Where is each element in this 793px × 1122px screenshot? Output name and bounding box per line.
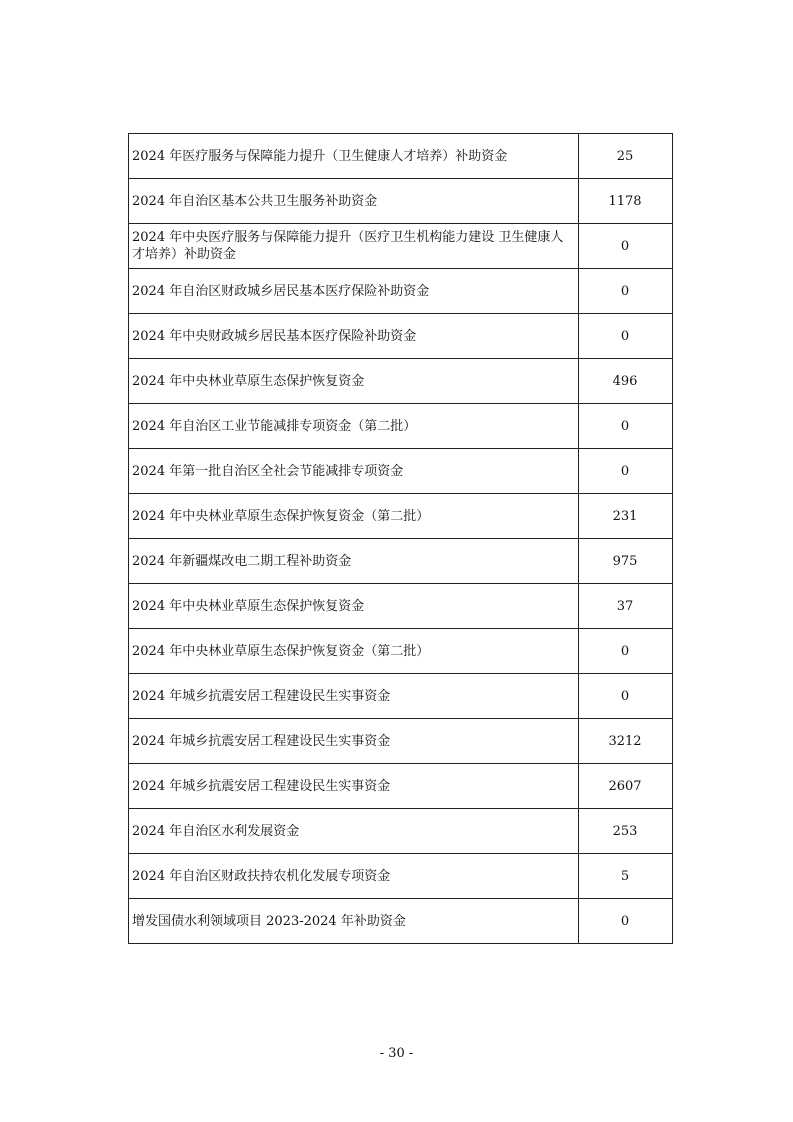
fund-amount-cell: 0	[579, 629, 673, 674]
table-row	[129, 449, 673, 494]
fund-amount-cell: 231	[579, 494, 673, 539]
page-number: - 30 -	[379, 1046, 414, 1061]
fund-amount-cell: 253	[579, 809, 673, 854]
funds-table-body	[129, 134, 673, 944]
fund-amount-cell: 0	[579, 224, 673, 269]
fund-amount-cell: 37	[579, 584, 673, 629]
fund-amount-cell: 5	[579, 854, 673, 899]
table-row	[129, 134, 673, 179]
fund-name-cell: 2024 年中央林业草原生态保护恢复资金	[129, 359, 579, 404]
fund-amount-cell: 496	[579, 359, 673, 404]
fund-name-cell: 2024 年自治区财政城乡居民基本医疗保险补助资金	[129, 269, 579, 314]
fund-amount-cell: 975	[579, 539, 673, 584]
table-row	[129, 629, 673, 674]
fund-name-cell: 2024 年自治区基本公共卫生服务补助资金	[129, 179, 579, 224]
fund-name-cell: 2024 年中央医疗服务与保障能力提升（医疗卫生机构能力建设 卫生健康人才培养）补助资金	[129, 224, 579, 269]
funds-table	[128, 133, 673, 944]
fund-amount-cell: 0	[579, 314, 673, 359]
table-row	[129, 314, 673, 359]
fund-name-cell: 2024 年中央财政城乡居民基本医疗保险补助资金	[129, 314, 579, 359]
fund-name-cell: 增发国债水利领域项目 2023-2024 年补助资金	[129, 899, 579, 944]
fund-name-cell: 2024 年新疆煤改电二期工程补助资金	[129, 539, 579, 584]
fund-amount-cell: 0	[579, 674, 673, 719]
fund-name-cell: 2024 年中央林业草原生态保护恢复资金	[129, 584, 579, 629]
table-row	[129, 764, 673, 809]
fund-amount-cell: 0	[579, 269, 673, 314]
table-row	[129, 854, 673, 899]
fund-amount-cell: 2607	[579, 764, 673, 809]
table-row	[129, 584, 673, 629]
table-row	[129, 494, 673, 539]
fund-amount-cell: 1178	[579, 179, 673, 224]
fund-amount-cell: 0	[579, 449, 673, 494]
fund-name-cell: 2024 年自治区工业节能减排专项资金（第二批）	[129, 404, 579, 449]
fund-amount-cell: 0	[579, 404, 673, 449]
table-row	[129, 179, 673, 224]
table-row	[129, 404, 673, 449]
table-row	[129, 809, 673, 854]
table-row	[129, 674, 673, 719]
fund-amount-cell: 3212	[579, 719, 673, 764]
fund-name-cell: 2024 年自治区水利发展资金	[129, 809, 579, 854]
fund-name-cell: 2024 年第一批自治区全社会节能减排专项资金	[129, 449, 579, 494]
fund-name-cell: 2024 年城乡抗震安居工程建设民生实事资金	[129, 719, 579, 764]
table-row	[129, 359, 673, 404]
fund-name-cell: 2024 年城乡抗震安居工程建设民生实事资金	[129, 764, 579, 809]
table-row	[129, 269, 673, 314]
table-row	[129, 719, 673, 764]
table-row	[129, 899, 673, 944]
fund-name-cell: 2024 年中央林业草原生态保护恢复资金（第二批）	[129, 629, 579, 674]
fund-amount-cell: 25	[579, 134, 673, 179]
fund-name-cell: 2024 年医疗服务与保障能力提升（卫生健康人才培养）补助资金	[129, 134, 579, 179]
fund-name-cell: 2024 年自治区财政扶持农机化发展专项资金	[129, 854, 579, 899]
fund-name-cell: 2024 年中央林业草原生态保护恢复资金（第二批）	[129, 494, 579, 539]
fund-amount-cell: 0	[579, 899, 673, 944]
table-row	[129, 539, 673, 584]
table-row	[129, 224, 673, 269]
fund-name-cell: 2024 年城乡抗震安居工程建设民生实事资金	[129, 674, 579, 719]
